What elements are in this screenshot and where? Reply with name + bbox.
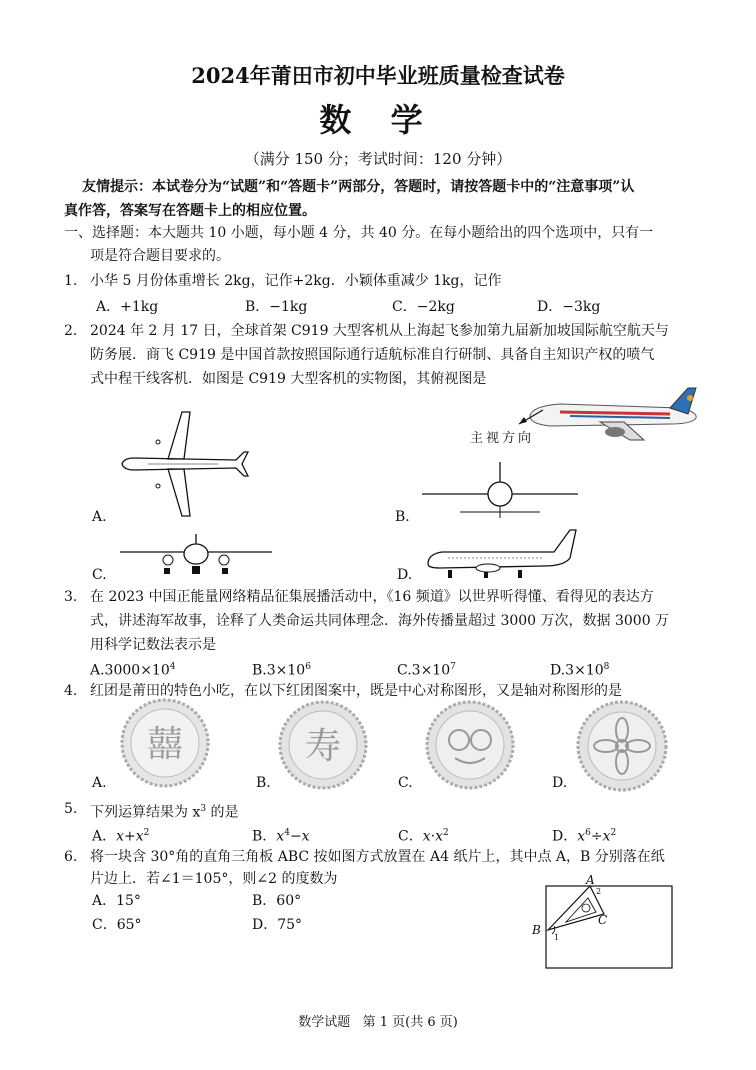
c919-aircraft-image: [520, 388, 700, 448]
q4-figure-d: [576, 700, 668, 792]
q3-line-2: 式，讲述海军故事，诠释了人类命运共同体理念．海外传播量超过 3000 万次，数据 3000 万: [90, 613, 670, 629]
q5-option-d: D．$x^6\div x^2$: [552, 828, 617, 845]
exam-info: （满分 150 分；考试时间：120 分钟）: [244, 150, 512, 168]
q4-number: 4.: [64, 683, 78, 699]
subject-title: 数 学: [319, 101, 437, 139]
q4-option-d-label: D.: [552, 775, 568, 791]
q4-option-b-label: B.: [256, 775, 271, 791]
page-footer: 数学试题 第 1 页(共 6 页): [298, 1015, 458, 1030]
view-direction-arrow: [515, 408, 545, 428]
q4-option-a-label: A.: [92, 775, 107, 791]
q6-label-angle-2: 2: [596, 887, 602, 896]
q6-triangle-figure: [530, 872, 680, 972]
q6-number: 6.: [64, 849, 78, 865]
q2-line-2: 防务展．商飞 C919 是中国首款按照国际通行适航标准自行研制、具备自主知识产权的喷气: [90, 347, 655, 363]
q1-text: 小华 5 月份体重增长 2kg，记作+2kg．小颖体重减少 1kg，记作: [90, 273, 502, 289]
q1-number: 1.: [64, 273, 78, 289]
q4-figure-a: [120, 698, 210, 788]
q2-figure-c: [118, 532, 274, 576]
q2-line-1: 2024 年 2 月 17 日，全球首架 C919 大型客机从上海起飞参加第九届新加坡国际航空航天与: [90, 323, 669, 339]
section-1-line-1: 一、选择题：本大题共 10 小题，每小题 4 分，共 40 分。在每小题给出的四个选项中，只有一: [64, 225, 654, 241]
view-direction-label: 主视方向: [470, 431, 535, 446]
q6-label-angle-1: 1: [554, 933, 560, 942]
q3-option-c: $C.3\times 10^7$: [397, 662, 456, 679]
q1-option-a: A．+1kg: [96, 299, 159, 315]
q4-text: 红团是莆田的特色小吃，在以下红团图案中，既是中心对称图形，又是轴对称图形的是: [90, 683, 622, 699]
notice-line-1: 友情提示：本试卷分为“试题”和“答题卡”两部分，答题时，请按答题卡中的“注意事项”认: [82, 179, 635, 195]
q4-figure-c: [425, 700, 515, 790]
q2-line-3: 式中程干线客机．如图是 C919 大型客机的实物图，其俯视图是: [90, 371, 487, 387]
q1-option-c: C．−2kg: [392, 299, 455, 315]
q6-label-c: C: [598, 913, 608, 927]
q5-option-c: C．$x\cdot x^2$: [398, 828, 449, 845]
q3-option-b: $B.3\times 10^6$: [252, 662, 311, 679]
q2-option-c-label: C.: [92, 567, 107, 583]
q4-a-glyph: 囍: [146, 724, 184, 765]
q6-option-b: B．60°: [252, 893, 302, 909]
notice-line-2: 真作答，答案写在答题卡上的相应位置。: [64, 203, 316, 219]
exam-title: 2024年莆田市初中毕业班质量检查试卷: [191, 63, 565, 88]
q4-option-c-label: C.: [398, 775, 413, 791]
q6-option-a: A．15°: [92, 893, 141, 909]
q4-b-glyph: 寿: [304, 726, 342, 767]
q5-option-b: B．$x^4-x$: [252, 828, 310, 845]
q3-line-3: 用科学记数法表示是: [90, 637, 216, 653]
q2-option-a-label: A.: [92, 509, 107, 525]
q4-figure-b: [278, 700, 368, 790]
q3-option-a: $A.3000\times 10^4$: [90, 662, 176, 679]
q6-option-c: C．65°: [92, 917, 142, 933]
q5-option-a: A．$x+x^2$: [92, 828, 150, 845]
q2-option-b-label: B.: [395, 509, 410, 525]
q2-option-d-label: D.: [397, 567, 413, 583]
q2-figure-a: [118, 408, 250, 520]
q2-figure-d: [424, 528, 580, 580]
q6-label-a: A: [586, 873, 595, 887]
q3-option-d: $D.3\times 10^8$: [550, 662, 610, 679]
q3-line-1: 在 2023 中国正能量网络精品征集展播活动中，《16 频道》以世界听得懂、看得见的表达方: [90, 589, 654, 605]
q1-option-b: B．−1kg: [245, 299, 308, 315]
q6-label-b: B: [532, 923, 541, 937]
q3-number: 3.: [64, 589, 78, 605]
q1-option-d: D．−3kg: [537, 299, 601, 315]
q6-option-d: D．75°: [252, 917, 303, 933]
q2-number: 2.: [64, 323, 78, 339]
q5-text: 下列运算结果为 $x^3$ 的是: [90, 804, 239, 821]
q2-figure-b: [420, 460, 580, 520]
q6-line-1: 将一块含 30°角的直角三角板 ABC 按如图方式放置在 A4 纸片上，其中点 A，B 分别落在纸: [90, 849, 665, 865]
section-1-line-2: 项是符合题目要求的。: [90, 248, 230, 264]
q6-line-2: 片边上．若∠1＝105°，则∠2 的度数为: [90, 871, 338, 887]
q5-number: 5.: [64, 801, 78, 817]
